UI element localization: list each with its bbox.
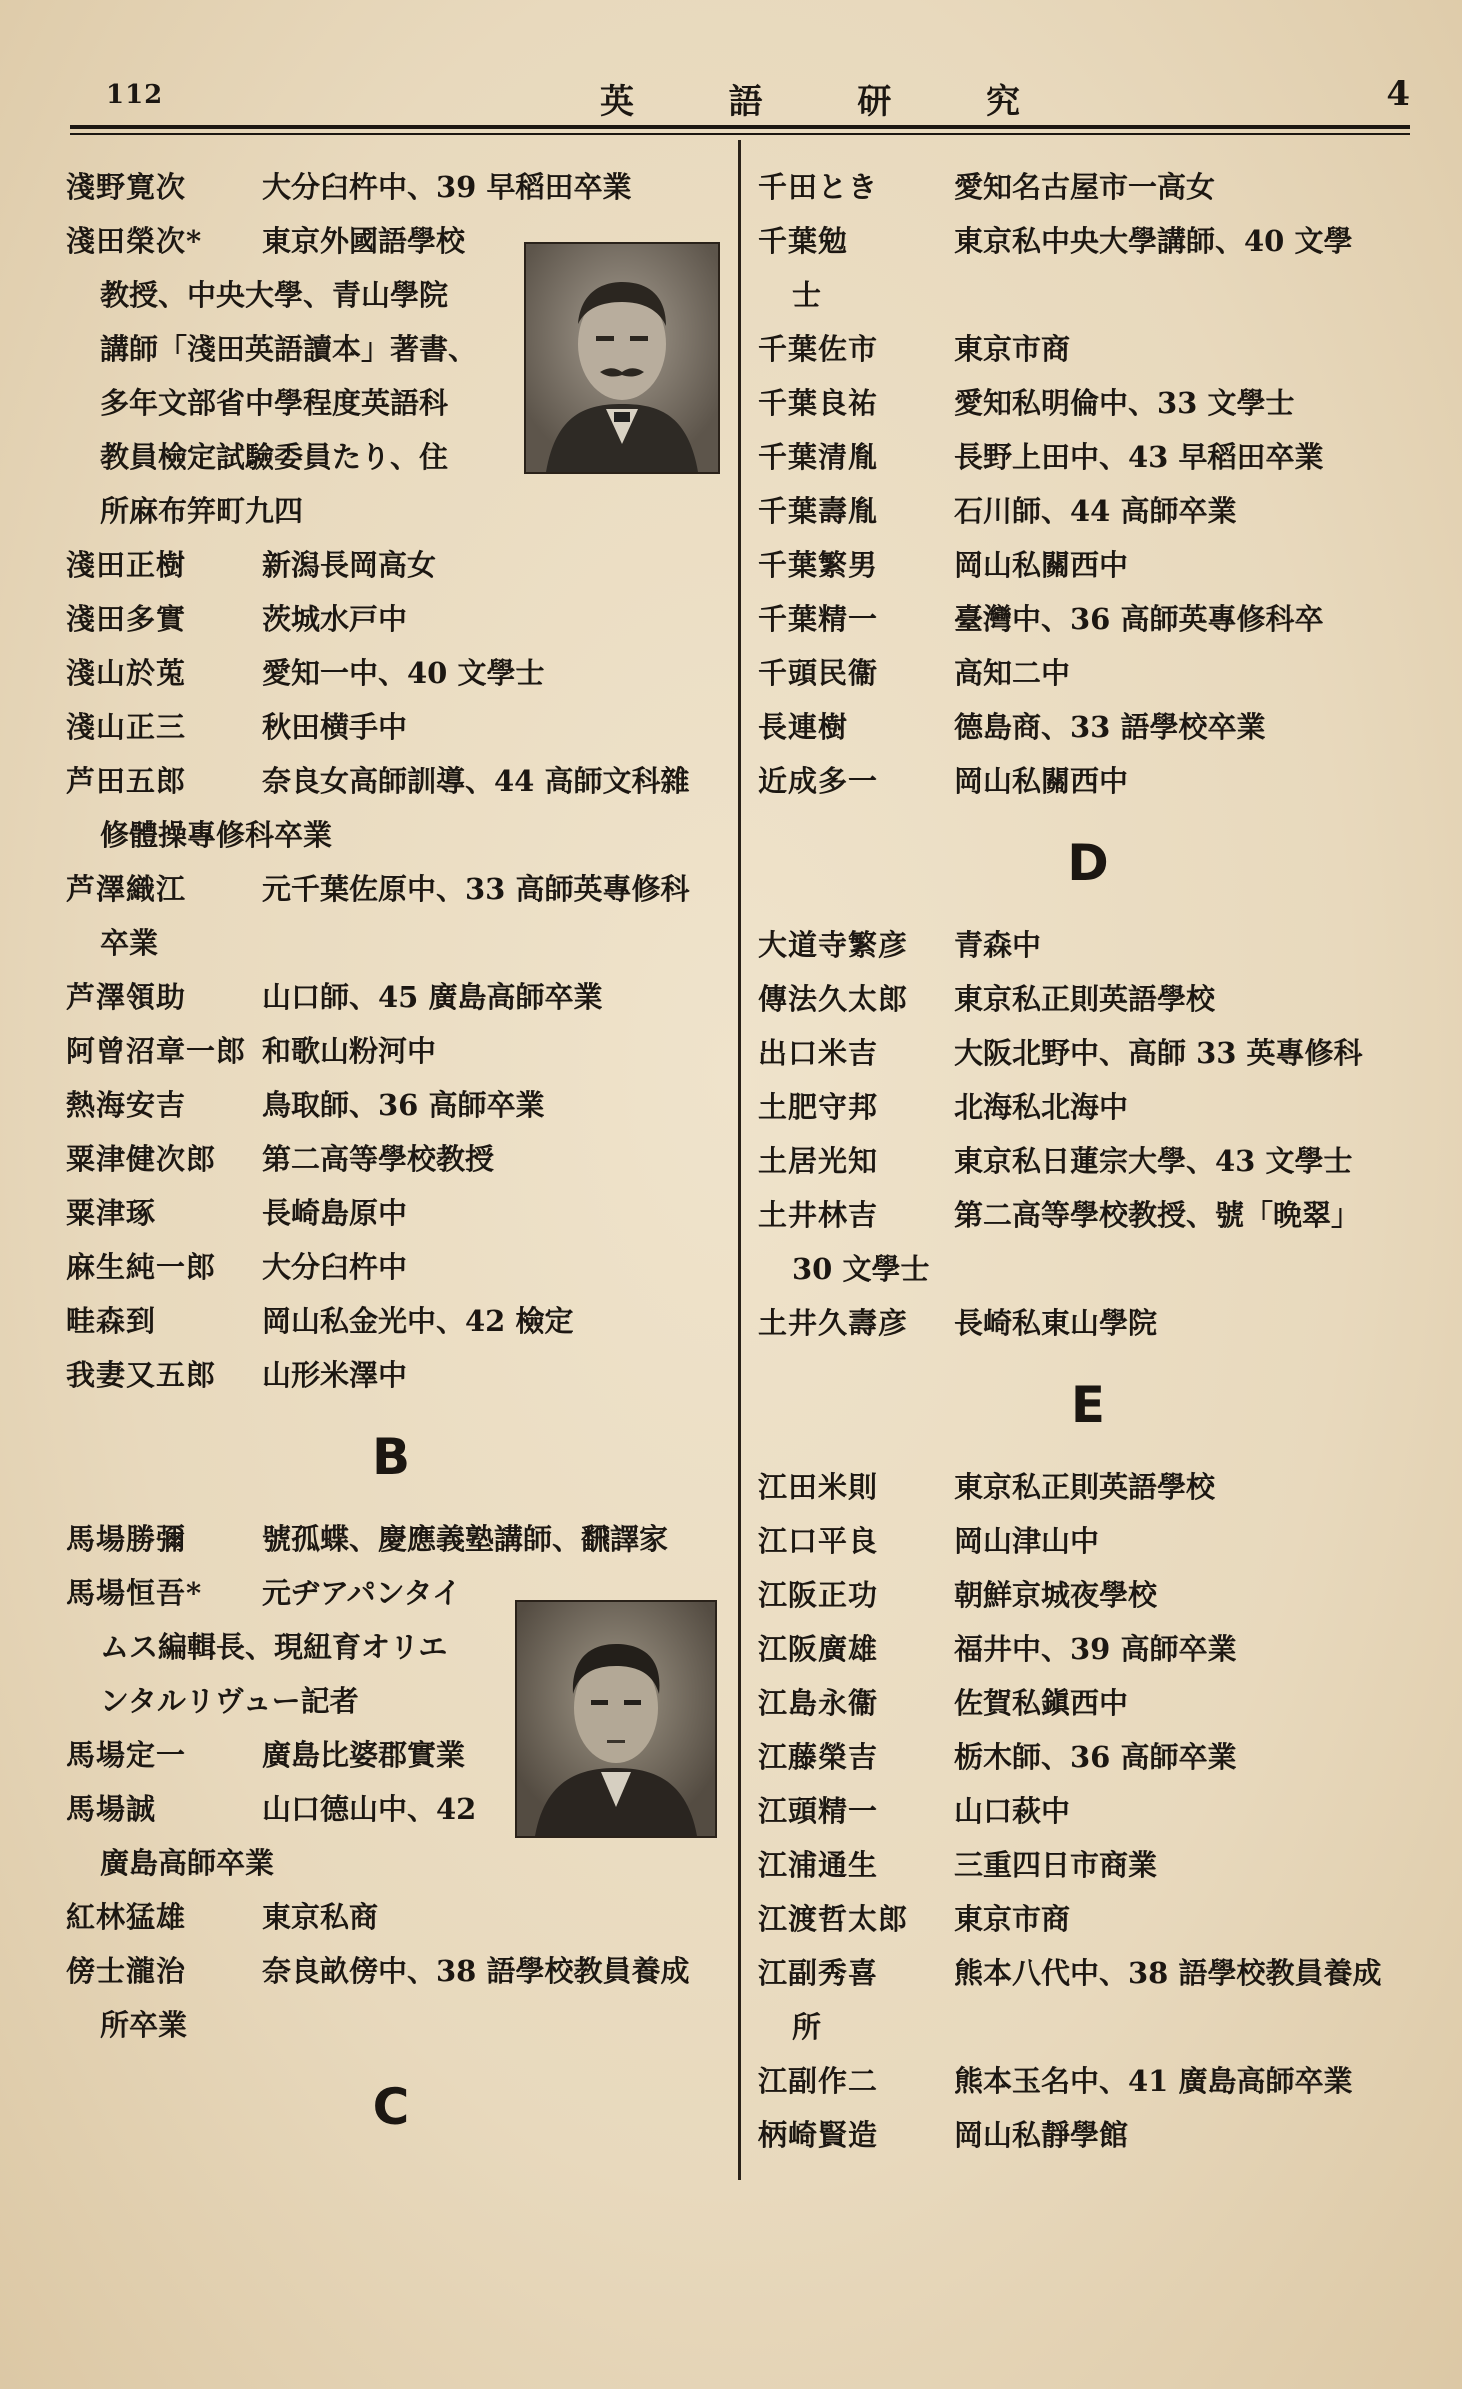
- directory-entry: [758, 430, 1418, 484]
- entry-name: 千葉良祐: [758, 386, 879, 420]
- entry-name: 江頭精一: [758, 1794, 879, 1828]
- entry-name: 江阪正功: [758, 1578, 879, 1612]
- directory-entry: [758, 376, 1418, 430]
- directory-entry: [66, 1024, 716, 1078]
- entry-info: 岡山私關西中: [954, 548, 1129, 582]
- entry-name: 近成多一: [758, 764, 879, 798]
- entry-name: 土肥守邦: [758, 1090, 879, 1124]
- entry-info: 大分臼杵中: [262, 1250, 408, 1284]
- directory-entry: [66, 1890, 716, 1944]
- directory-entry: [758, 1892, 1418, 1946]
- entry-name: 江田米則: [758, 1470, 879, 1504]
- directory-entry: [758, 592, 1418, 646]
- entry-name: 淺山於莵: [66, 656, 187, 690]
- entry-name: 江口平良: [758, 1524, 879, 1558]
- entry-name: 長連樹: [758, 710, 849, 744]
- entry-continuation: ムス編輯長、現紐育オリエ: [100, 1630, 448, 1664]
- entry-info: 大阪北野中、高師 33 英專修科: [954, 1036, 1363, 1070]
- entry-name: 畦森到: [66, 1304, 157, 1338]
- entry-info: 德島商、33 語學校卒業: [954, 710, 1266, 744]
- entry-name: 江阪廣雄: [758, 1632, 879, 1666]
- portrait-baba-icon: [517, 1602, 715, 1836]
- entry-continuation: 教員檢定試驗委員たり、住: [100, 440, 449, 474]
- entry-name: 千葉佐市: [758, 332, 879, 366]
- directory-entry: [758, 1460, 1418, 1514]
- entry-info: 石川師、44 高師卒業: [954, 494, 1237, 528]
- directory-entry: [758, 538, 1418, 592]
- entry-name: 江渡哲太郎: [758, 1902, 909, 1936]
- directory-entry: [758, 1514, 1418, 1568]
- entry-info: 東京外國語學校: [262, 224, 466, 258]
- entry-name: 出口米吉: [758, 1036, 879, 1070]
- directory-entry: [66, 160, 716, 214]
- journal-title: [600, 74, 1020, 123]
- entry-info: 元ヂアパンタイ: [262, 1576, 461, 1610]
- directory-entry: [758, 1026, 1418, 1080]
- entry-name: 千田とき: [758, 170, 879, 204]
- entry-name: 土井久壽彦: [758, 1306, 909, 1340]
- entry-info: 山口德山中、42: [262, 1792, 477, 1826]
- entry-info: 奈良畝傍中、38 語學校教員養成: [262, 1954, 690, 1988]
- header-rule: [70, 125, 1410, 129]
- directory-entry: [758, 2054, 1418, 2108]
- entry-list-c: [758, 160, 1418, 808]
- entry-name: 馬場定一: [66, 1738, 187, 1772]
- entry-name: 江副秀喜: [758, 1956, 879, 1990]
- entry-info: 愛知名古屋市一高女: [954, 170, 1216, 204]
- entry-continuation: 所麻布笄町九四: [100, 494, 304, 528]
- entry-info: 三重四日市商業: [954, 1848, 1158, 1882]
- section-letter-d: D: [1067, 834, 1109, 892]
- entry-name: 江島永衞: [758, 1686, 879, 1720]
- column-divider: [738, 140, 741, 2180]
- entry-name: 芦澤織江: [66, 872, 187, 906]
- page-number: 112: [106, 80, 164, 110]
- entry-name: 馬場勝彌: [66, 1522, 187, 1556]
- directory-entry: [758, 1838, 1418, 1892]
- entry-info: 愛知私明倫中、33 文學士: [954, 386, 1295, 420]
- directory-entry: [758, 1784, 1418, 1838]
- entry-info: 東京私中央大學講師、40 文學: [954, 224, 1353, 258]
- directory-entry: [758, 1622, 1418, 1676]
- entry-info: 奈良女高師訓導、44 高師文科雜: [262, 764, 690, 798]
- entry-info: 新潟長岡高女: [262, 548, 437, 582]
- entry-info: 岡山私金光中、42 檢定: [262, 1304, 574, 1338]
- entry-info: 青森中: [954, 928, 1042, 962]
- entry-continuation: 30 文學士: [792, 1252, 930, 1286]
- entry-name: 大道寺繁彦: [758, 928, 909, 962]
- entry-info: 長崎島原中: [262, 1196, 408, 1230]
- portrait-asada-icon: [526, 244, 718, 472]
- entry-name: 芦澤領助: [66, 980, 187, 1014]
- directory-entry: [66, 700, 716, 754]
- entry-info: 鳥取師、36 高師卒業: [262, 1088, 545, 1122]
- entry-name: 江藤榮吉: [758, 1740, 879, 1774]
- entry-name: 千葉清胤: [758, 440, 879, 474]
- section-letter-e: E: [1070, 1376, 1106, 1434]
- entry-continuation: 多年文部省中學程度英語科: [100, 386, 449, 420]
- directory-entry: [66, 862, 716, 916]
- entry-info: 福井中、39 高師卒業: [954, 1632, 1237, 1666]
- entry-continuation: ンタルリヴュー記者: [100, 1684, 359, 1718]
- directory-entry: [758, 322, 1418, 376]
- entry-info: 東京市商: [954, 332, 1071, 366]
- entry-info: 北海私北海中: [954, 1090, 1129, 1124]
- entry-name: 土井林吉: [758, 1198, 879, 1232]
- entry-info: 和歌山粉河中: [262, 1034, 437, 1068]
- entry-continuation: 修體操專修科卒業: [100, 818, 333, 852]
- entry-info: 佐賀私鎭西中: [954, 1686, 1129, 1720]
- title-char: 英: [600, 82, 634, 122]
- entry-name: 土居光知: [758, 1144, 879, 1178]
- entry-continuation: 士: [792, 278, 822, 312]
- entry-name: 淺田多實: [66, 602, 187, 636]
- directory-entry: [758, 1946, 1418, 2000]
- entry-info: 東京私商: [262, 1900, 379, 1934]
- entry-info: 臺灣中、36 高師英專修科卒: [954, 602, 1324, 636]
- entry-name: 熱海安吉: [66, 1088, 187, 1122]
- entry-name: 粟津琢: [66, 1196, 157, 1230]
- directory-entry: [758, 1730, 1418, 1784]
- directory-entry: [66, 1240, 716, 1294]
- directory-entry: [758, 1676, 1418, 1730]
- directory-entry: [758, 1134, 1418, 1188]
- entry-info: 岡山私關西中: [954, 764, 1129, 798]
- directory-entry: [758, 484, 1418, 538]
- directory-entry: [758, 1296, 1418, 1350]
- entry-name: 馬場誠: [66, 1792, 157, 1826]
- entry-info: 栃木師、36 高師卒業: [954, 1740, 1237, 1774]
- entry-info: 熊本八代中、38 語學校教員養成: [954, 1956, 1382, 1990]
- entry-info: 山口師、45 廣島高師卒業: [262, 980, 603, 1014]
- entry-info: 山口萩中: [954, 1794, 1071, 1828]
- directory-entry: [66, 538, 716, 592]
- entry-info: 岡山私靜學館: [954, 2118, 1129, 2152]
- entry-name: 阿曾沼章一郎: [66, 1034, 247, 1068]
- directory-entry: [66, 1512, 716, 1566]
- directory-entry: [758, 972, 1418, 1026]
- entry-name: 粟津健次郎: [66, 1142, 217, 1176]
- portrait-photo-asada: [524, 242, 720, 474]
- directory-entry: [758, 754, 1418, 808]
- entry-name: 千葉繁男: [758, 548, 879, 582]
- entry-info: 熊本玉名中、41 廣島高師卒業: [954, 2064, 1353, 2098]
- entry-info: 第二高等學校教授、號「晩翠」: [954, 1198, 1361, 1232]
- entry-info: 東京私正則英語學校: [954, 982, 1216, 1016]
- entry-info: 東京私日蓮宗大學、43 文學士: [954, 1144, 1353, 1178]
- page-header: [70, 68, 1410, 128]
- entry-info: 茨城水戸中: [262, 602, 408, 636]
- entry-name: 傳法久太郎: [758, 982, 909, 1016]
- entry-name: 淺山正三: [66, 710, 187, 744]
- entry-name: 淺野寛次: [66, 170, 187, 204]
- entry-name: 千葉勉: [758, 224, 849, 258]
- entry-name: 千葉壽胤: [758, 494, 879, 528]
- entry-continuation: 講師「淺田英語讀本」著書、: [100, 332, 478, 366]
- entry-name: 馬場恒吾*: [66, 1576, 203, 1610]
- title-char: 研: [857, 82, 892, 122]
- directory-entry: [758, 918, 1418, 972]
- directory-entry: [66, 646, 716, 700]
- title-char: 究: [985, 82, 1020, 122]
- entry-name: 紅林猛雄: [66, 1900, 187, 1934]
- entry-name: 芦田五郎: [66, 764, 187, 798]
- entry-continuation: 所卒業: [100, 2008, 188, 2042]
- directory-entry: [66, 592, 716, 646]
- entry-info: 東京私正則英語學校: [954, 1470, 1216, 1504]
- entry-info: 廣島比婆郡實業: [262, 1738, 466, 1772]
- entry-name: 千葉精一: [758, 602, 879, 636]
- directory-entry: [66, 1186, 716, 1240]
- entry-info: 長野上田中、43 早稻田卒業: [954, 440, 1324, 474]
- directory-entry: [758, 160, 1418, 214]
- entry-info: 東京市商: [954, 1902, 1071, 1936]
- directory-entry: [758, 1188, 1418, 1242]
- entry-info: 長崎私東山學院: [954, 1306, 1158, 1340]
- right-column: [758, 160, 1418, 2162]
- directory-entry: [66, 1348, 716, 1402]
- entry-info: 山形米澤中: [262, 1358, 408, 1392]
- entry-name: 千頭民衞: [758, 656, 879, 690]
- entry-name: 江副作二: [758, 2064, 879, 2098]
- directory-entry: [758, 646, 1418, 700]
- section-letter-c: C: [372, 2078, 410, 2136]
- directory-entry: [758, 700, 1418, 754]
- entry-info: 愛知一中、40 文學士: [262, 656, 545, 690]
- entry-info: 高知二中: [954, 656, 1071, 690]
- directory-entry: [66, 1078, 716, 1132]
- directory-entry: [66, 1294, 716, 1348]
- entry-info: 朝鮮京城夜學校: [954, 1578, 1158, 1612]
- section-letter-b: B: [371, 1428, 411, 1486]
- title-char: 語: [728, 82, 763, 122]
- directory-entry: [66, 970, 716, 1024]
- entry-list-e: [758, 1460, 1418, 2162]
- entry-info: 大分臼杵中、39 早稻田卒業: [262, 170, 632, 204]
- directory-entry: [758, 214, 1418, 268]
- entry-name: 我妻又五郎: [66, 1358, 217, 1392]
- directory-entry: [66, 1944, 716, 1998]
- entry-continuation: 廣島高師卒業: [100, 1846, 275, 1880]
- entry-name: 傍士瀧治: [66, 1954, 187, 1988]
- directory-entry: [758, 1080, 1418, 1134]
- header-rule-thin: [70, 133, 1410, 135]
- entry-info: 元千葉佐原中、33 高師英專修科: [262, 872, 690, 906]
- directory-entry: [758, 1568, 1418, 1622]
- entry-name: 麻生純一郎: [66, 1250, 217, 1284]
- entry-name: 淺田正樹: [66, 548, 187, 582]
- issue-number: 4: [1386, 74, 1410, 114]
- entry-info: 秋田横手中: [262, 710, 408, 744]
- entry-info: 第二高等學校教授: [262, 1142, 495, 1176]
- entry-info: 號孤蝶、慶應義塾講師、飜譯家: [262, 1522, 669, 1556]
- portrait-photo-baba: [515, 1600, 717, 1838]
- entry-name: 淺田榮次*: [66, 224, 203, 258]
- entry-list-d: [758, 918, 1418, 1350]
- directory-entry: [66, 754, 716, 808]
- entry-name: 柄崎賢造: [758, 2118, 879, 2152]
- entry-continuation: 所: [792, 2010, 822, 2044]
- entry-name: 江浦通生: [758, 1848, 879, 1882]
- directory-entry: [66, 1132, 716, 1186]
- entry-info: 岡山津山中: [954, 1524, 1100, 1558]
- entry-continuation: 卒業: [100, 926, 159, 960]
- directory-entry: [758, 2108, 1418, 2162]
- entry-continuation: 教授、中央大學、青山學院: [100, 278, 449, 312]
